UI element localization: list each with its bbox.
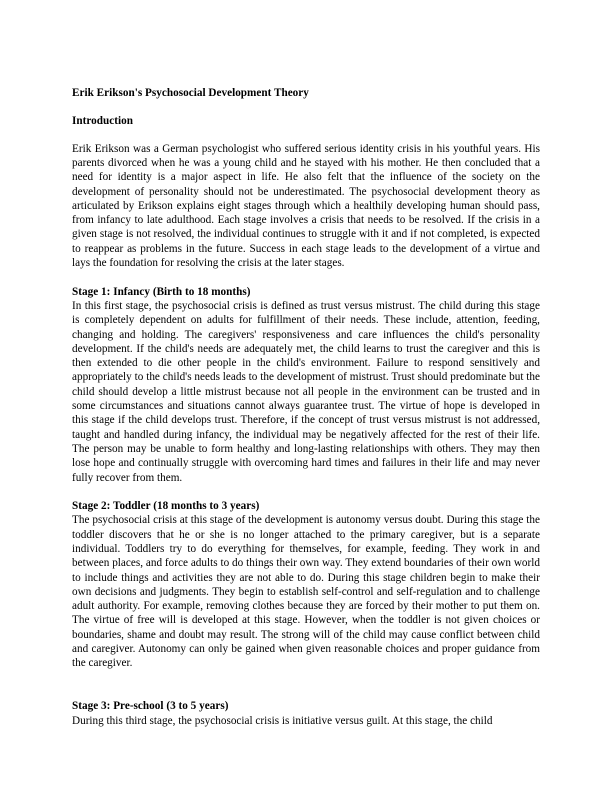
section-body-stage-1: In this first stage, the psychosocial crisis is defined as trust versus mistrust. The child during this stage is completely dependent on adults for fulfillment of their needs. These include, attention, feeding, changing and holding. The caregivers' responsiveness and care influences the child's personality development. If the child's needs are adequately met, the child learns to trust the caregiver and this is then extended to die other people in the child's environment. Failure to respond sensitively and appropriately to the child's needs leads to the development of mistrust. Trust should predominate but the child should develop a little mistrust because not all people in the environment can be trusted and in some circumstances and situations cannot always guarantee trust. The virtue of hope is developed in this stage if the child develops trust. Therefore, if the concept of trust versus mistrust is not addressed, taught and handled during infancy, the individual may be negatively affected for the rest of their life. The person may be unable to form healthy and long-lasting relationships with others. They may then lose hope and continually struggle with overcoming hard times and failures in their life and may never fully recover from them.	[72, 299, 540, 484]
spacer	[72, 485, 540, 499]
section-heading-stage-3: Stage 3: Pre-school (3 to 5 years)	[72, 700, 229, 713]
section-heading-introduction: Introduction	[72, 114, 133, 127]
page-title: Erik Erikson's Psychosocial Development Theory	[72, 87, 309, 99]
spacer	[72, 270, 540, 284]
section-body-stage-3: During this third stage, the psychosocial crisis is initiative versus guilt. At this stage, the child	[72, 714, 493, 727]
section-heading-stage-2: Stage 2: Toddler (18 months to 3 years)	[72, 500, 260, 513]
spacer	[72, 671, 540, 700]
section-heading-stage-1: Stage 1: Infancy (Birth to 18 months)	[72, 285, 251, 298]
section-body-introduction: Erik Erikson was a German psychologist who suffered serious identity crisis in his youthful years. His parents divorced when he was a young child and he stayed with his mother. He then concluded that a need for identity is a major aspect in life. He also felt that the influence of the society on the development of personality should not be underestimated. The psychosocial development theory as articulated by Erikson explains eight stages through which a healthily developing human should pass, from infancy to late adulthood. Each stage involves a crisis that needs to be resolved. If the crisis in a given stage is not resolved, the individual continues to struggle with it and if not completed, is expected to reappear as problems in the future. Success in each stage leads to the development of a virtue and lays the foundation for resolving the crisis at the later stages.	[72, 142, 540, 270]
section-body-stage-2: The psychosocial crisis at this stage of the development is autonomy versus doubt. During this stage the toddler discovers that he or she is no longer attached to the primary caregiver, but is a separate individual. Toddlers try to do everything for themselves, for example, feeding. They work in and between places, and force adults to do things their own way. They extend boundaries of their own world to include things and activities they are not able to do. During this stage children begin to make their own decisions and judgments. They begin to establish self-control and self-regulation and to challenge adult authority. For example, removing clothes because they are forced by their mother to put them on. The virtue of free will is developed at this stage. However, when the toddler is not given choices or boundaries, shame and doubt may result. The strong will of the child may cause conflict between child and caregiver. Autonomy can only be gained when given reasonable choices and proper guidance from the caregiver.	[72, 514, 540, 670]
document-body	[72, 86, 540, 728]
spacer	[72, 128, 540, 142]
